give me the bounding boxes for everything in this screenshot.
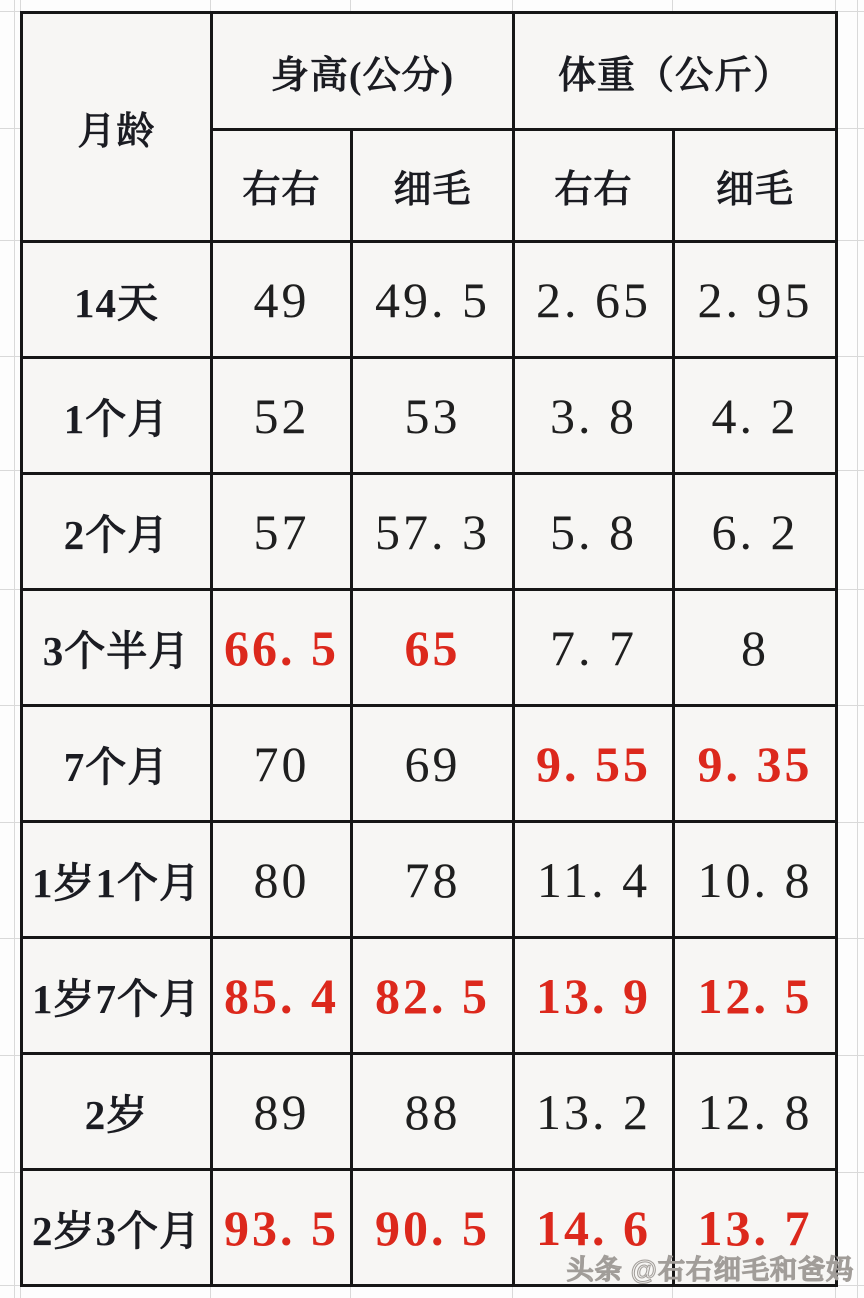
value-cell: 9. 35 (674, 706, 837, 822)
value-cell: 5. 8 (514, 474, 674, 590)
value-cell: 12. 8 (674, 1054, 837, 1170)
value-cell: 3. 8 (514, 358, 674, 474)
value-cell: 70 (212, 706, 352, 822)
subheader-height-ximao: 细毛 (352, 130, 514, 242)
age-cell: 1个月 (22, 358, 212, 474)
value-cell: 13. 9 (514, 938, 674, 1054)
watermark-handle: @右右细毛和爸妈 (630, 1255, 854, 1285)
group-header-weight: 体重（公斤） (514, 13, 837, 130)
table-row (22, 242, 837, 358)
value-cell: 69 (352, 706, 514, 822)
value-cell: 9. 55 (514, 706, 674, 822)
subheader-weight-youyou: 右右 (514, 130, 674, 242)
header-row-groups (22, 13, 837, 130)
value-cell: 11. 4 (514, 822, 674, 938)
value-cell: 53 (352, 358, 514, 474)
value-cell: 10. 8 (674, 822, 837, 938)
table-row (22, 706, 837, 822)
spreadsheet-gridline (14, 0, 15, 1298)
age-cell: 2岁3个月 (22, 1170, 212, 1286)
value-cell: 49. 5 (352, 242, 514, 358)
value-cell: 57. 3 (352, 474, 514, 590)
table-row (22, 358, 837, 474)
value-cell: 90. 5 (352, 1170, 514, 1286)
value-cell: 52 (212, 358, 352, 474)
age-cell: 2岁 (22, 1054, 212, 1170)
group-header-height: 身高(公分) (212, 13, 514, 130)
value-cell: 14. 6 (514, 1170, 674, 1286)
age-cell: 1岁1个月 (22, 822, 212, 938)
spreadsheet-gridline (857, 0, 858, 1298)
table-row (22, 938, 837, 1054)
value-cell: 2. 65 (514, 242, 674, 358)
value-cell: 88 (352, 1054, 514, 1170)
age-cell: 1岁7个月 (22, 938, 212, 1054)
table-row (22, 590, 837, 706)
age-cell: 2个月 (22, 474, 212, 590)
value-cell: 65 (352, 590, 514, 706)
value-cell: 2. 95 (674, 242, 837, 358)
value-cell: 80 (212, 822, 352, 938)
corner-header-age: 月龄 (22, 13, 212, 242)
value-cell: 4. 2 (674, 358, 837, 474)
value-cell: 12. 5 (674, 938, 837, 1054)
toutiao-watermark (567, 1248, 854, 1287)
value-cell: 85. 4 (212, 938, 352, 1054)
age-cell: 3个半月 (22, 590, 212, 706)
age-cell: 14天 (22, 242, 212, 358)
value-cell: 82. 5 (352, 938, 514, 1054)
value-cell: 7. 7 (514, 590, 674, 706)
toutiao-logo: 头条 (566, 1255, 623, 1285)
value-cell: 49 (212, 242, 352, 358)
age-cell: 7个月 (22, 706, 212, 822)
growth-table (20, 11, 838, 1287)
value-cell: 13. 7 (674, 1170, 837, 1286)
value-cell: 89 (212, 1054, 352, 1170)
value-cell: 78 (352, 822, 514, 938)
value-cell: 57 (212, 474, 352, 590)
value-cell: 93. 5 (212, 1170, 352, 1286)
subheader-weight-ximao: 细毛 (674, 130, 837, 242)
value-cell: 8 (674, 590, 837, 706)
table-row (22, 822, 837, 938)
value-cell: 66. 5 (212, 590, 352, 706)
table-row (22, 1054, 837, 1170)
value-cell: 6. 2 (674, 474, 837, 590)
subheader-height-youyou: 右右 (212, 130, 352, 242)
table-row (22, 474, 837, 590)
value-cell: 13. 2 (514, 1054, 674, 1170)
